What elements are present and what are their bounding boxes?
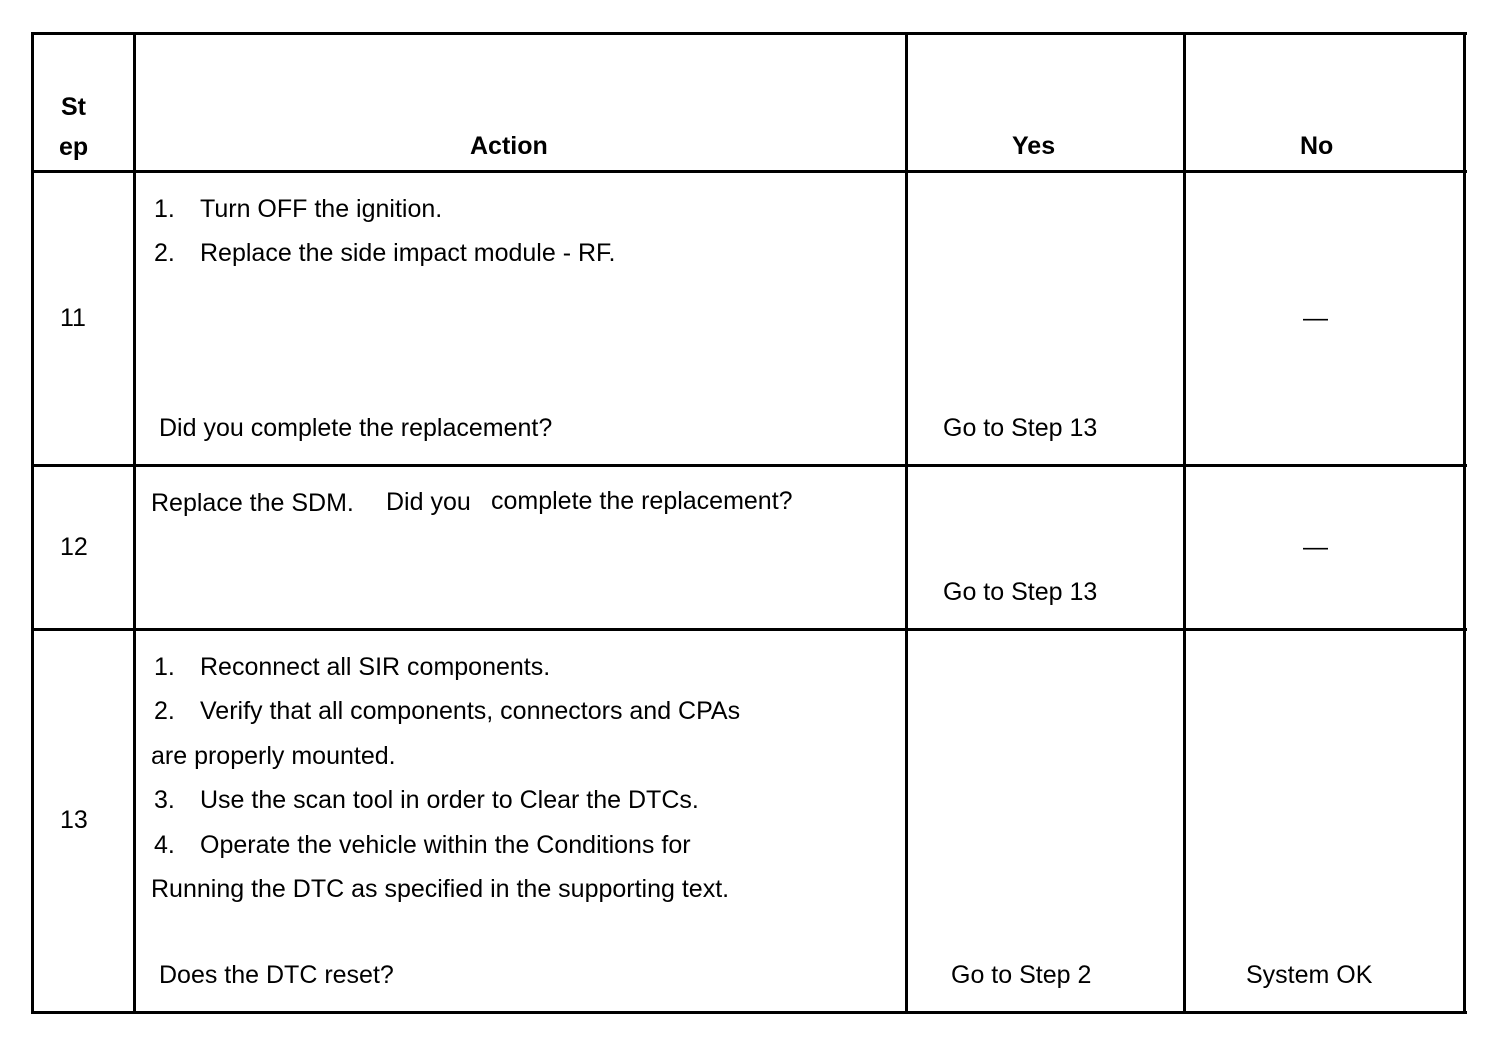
header-divider — [31, 170, 1467, 173]
header-action: Action — [470, 132, 548, 160]
action-question: Does the DTC reset? — [159, 961, 394, 989]
item-text: Running the DTC as specified in the supporting text. — [151, 875, 730, 903]
column-divider — [133, 32, 136, 1014]
action-item — [154, 830, 691, 860]
item-number: 2. — [154, 697, 175, 725]
item-text: Replace the side impact module - RF. — [200, 239, 616, 267]
row-divider — [31, 464, 1467, 467]
step-number: 11 — [60, 304, 86, 332]
item-number: 2. — [154, 239, 175, 267]
item-number: 1. — [154, 195, 175, 223]
column-divider — [905, 32, 908, 1014]
action-text: complete the replacement? — [491, 487, 793, 515]
column-divider — [1463, 32, 1466, 1014]
action-item — [154, 652, 550, 682]
item-number: 1. — [154, 653, 175, 681]
item-text: Reconnect all SIR components. — [200, 653, 551, 681]
yes-result: Go to Step 13 — [943, 414, 1098, 442]
action-item-continuation — [151, 874, 729, 904]
header-yes: Yes — [1012, 132, 1056, 160]
diagnostic-table — [31, 32, 1465, 1013]
item-text: Operate the vehicle within the Conditions for — [200, 831, 691, 859]
item-number: 4. — [154, 831, 175, 859]
header-step-line1: St — [61, 93, 86, 121]
yes-result: Go to Step 2 — [951, 961, 1092, 989]
action-item — [154, 785, 699, 815]
no-result: — — [1303, 304, 1328, 332]
header-no: No — [1300, 132, 1334, 160]
step-number: 12 — [60, 533, 88, 561]
action-item — [154, 238, 615, 268]
action-item-continuation — [151, 741, 396, 771]
table-border-top — [31, 32, 1467, 35]
no-result: System OK — [1246, 961, 1373, 989]
no-result: — — [1303, 533, 1328, 561]
action-item — [154, 194, 442, 224]
action-text: Did you — [386, 488, 471, 516]
item-text: Use the scan tool in order to Clear the DTCs. — [200, 786, 699, 814]
item-text: are properly mounted. — [151, 742, 396, 770]
action-text: Replace the SDM. — [151, 489, 354, 517]
action-question: Did you complete the replacement? — [159, 414, 553, 442]
item-number: 3. — [154, 786, 175, 814]
item-text: Verify that all components, connectors and CPAs — [200, 697, 741, 725]
column-divider — [1183, 32, 1186, 1014]
table-border-bottom — [31, 1011, 1467, 1014]
action-item — [154, 696, 740, 726]
column-divider — [31, 32, 34, 1014]
item-text: Turn OFF the ignition. — [200, 195, 443, 223]
step-number: 13 — [60, 806, 88, 834]
row-divider — [31, 628, 1467, 631]
yes-result: Go to Step 13 — [943, 578, 1098, 606]
header-step-line2: ep — [59, 133, 89, 161]
